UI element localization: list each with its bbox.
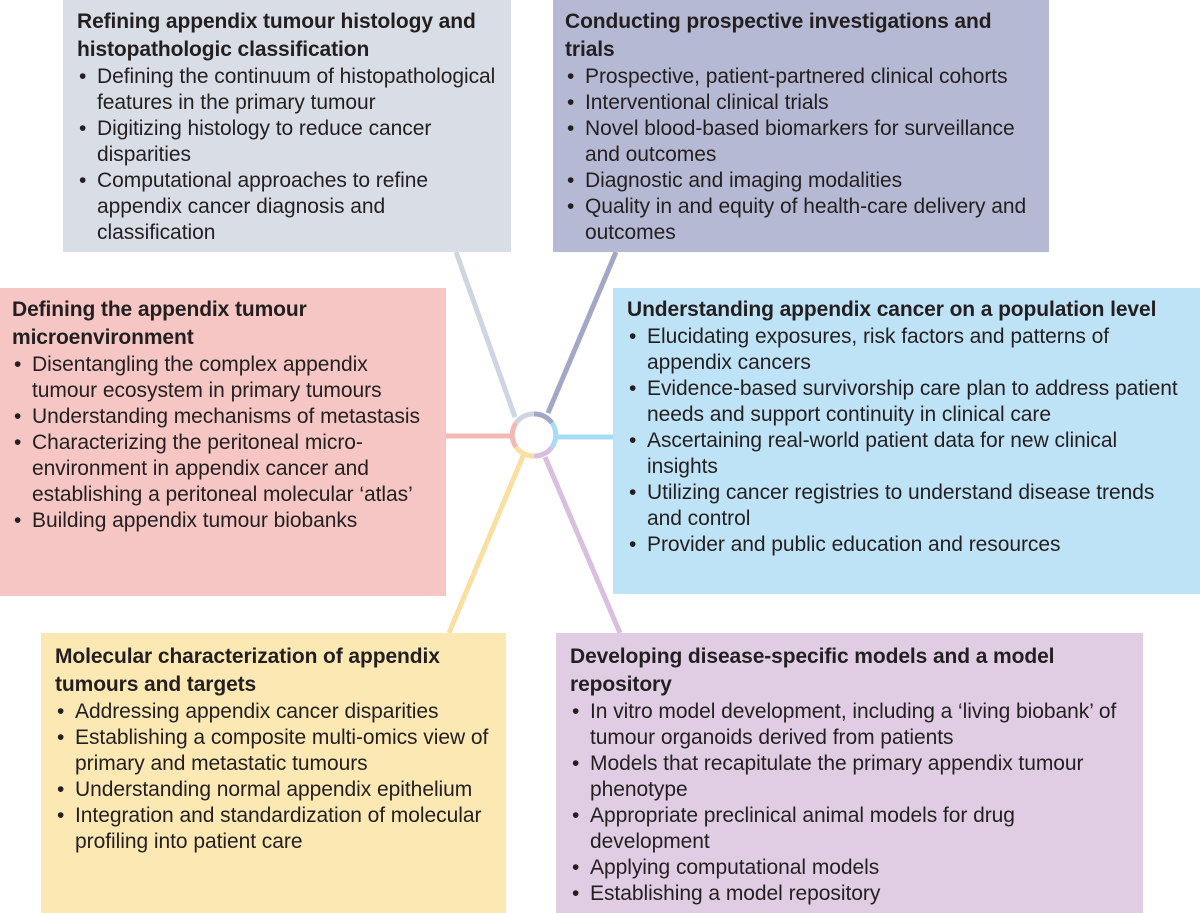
box-title-histology: Refining appendix tumour histology and histopathologic classification: [77, 10, 476, 61]
connector-prospective: [548, 252, 616, 413]
list-item: • Computational approaches to refine appendix cancer diagnosis and classification: [77, 168, 499, 246]
list-prospective: [565, 64, 1039, 246]
list-item: • Diagnostic and imaging modalities: [565, 168, 1039, 194]
box-histology: [63, 0, 511, 252]
list-item: • In vitro model development, including a ‘living biobank’ of tumour organoids derived from patients: [570, 699, 1133, 751]
list-item: • Prospective, patient-partnered clinical cohorts: [565, 64, 1039, 90]
list-item: • Evidence-based survivorship care plan to address patient needs and support continuity in clinical care: [627, 376, 1192, 428]
list-item: • Appropriate preclinical animal models for drug development: [570, 803, 1133, 855]
box-title-models: Developing disease-specific models and a model repository: [570, 645, 1055, 696]
list-item: • Elucidating exposures, risk factors and patterns of appendix cancers: [627, 324, 1192, 376]
box-prospective: [553, 0, 1049, 252]
list-item: • Disentangling the complex appendix tumour ecosystem in primary tumours: [12, 352, 436, 404]
box-molecular: [41, 633, 506, 913]
list-models: [570, 699, 1133, 907]
box-title-population: Understanding appendix cancer on a population level: [627, 298, 1157, 321]
list-item: • Models that recapitulate the primary appendix tumour phenotype: [570, 751, 1133, 803]
list-histology: [77, 64, 499, 246]
list-item: • Addressing appendix cancer disparities: [55, 699, 498, 725]
list-item: • Interventional clinical trials: [565, 90, 1039, 116]
list-item: • Building appendix tumour biobanks: [12, 508, 436, 534]
list-item: • Utilizing cancer registries to understand disease trends and control: [627, 480, 1192, 532]
hub-ring: [512, 414, 556, 456]
connector-histology: [456, 252, 515, 417]
list-item: • Integration and standardization of molecular profiling into patient care: [55, 803, 498, 855]
box-microenvironment: [0, 288, 446, 596]
connector-molecular: [449, 456, 523, 633]
list-item: • Establishing a model repository: [570, 881, 1133, 907]
list-population: [627, 324, 1192, 558]
list-item: • Establishing a composite multi-omics view of primary and metastatic tumours: [55, 725, 498, 777]
connector-models: [545, 457, 620, 633]
box-models: [556, 633, 1143, 913]
box-title-prospective: Conducting prospective investigations and trials: [565, 10, 992, 61]
box-title-molecular: Molecular characterization of appendix tumours and targets: [55, 645, 440, 696]
list-microenvironment: [12, 352, 436, 534]
list-item: • Novel blood-based biomarkers for surveillance and outcomes: [565, 116, 1039, 168]
list-item: • Ascertaining real-world patient data for new clinical insights: [627, 428, 1192, 480]
list-item: • Quality in and equity of health-care delivery and outcomes: [565, 194, 1039, 246]
list-item: • Applying computational models: [570, 855, 1133, 881]
box-title-microenvironment: Defining the appendix tumour microenvironment: [12, 298, 307, 349]
list-molecular: [55, 699, 498, 855]
list-item: • Digitizing histology to reduce cancer disparities: [77, 116, 499, 168]
list-item: • Defining the continuum of histopathological features in the primary tumour: [77, 64, 499, 116]
box-population: [613, 288, 1200, 594]
list-item: • Characterizing the peritoneal microenvironment in appendix cancer and establishing a peritoneal molecular ‘atlas’: [12, 430, 436, 508]
list-item: • Provider and public education and resources: [627, 532, 1192, 558]
list-item: • Understanding mechanisms of metastasis: [12, 404, 436, 430]
list-item: • Understanding normal appendix epithelium: [55, 777, 498, 803]
